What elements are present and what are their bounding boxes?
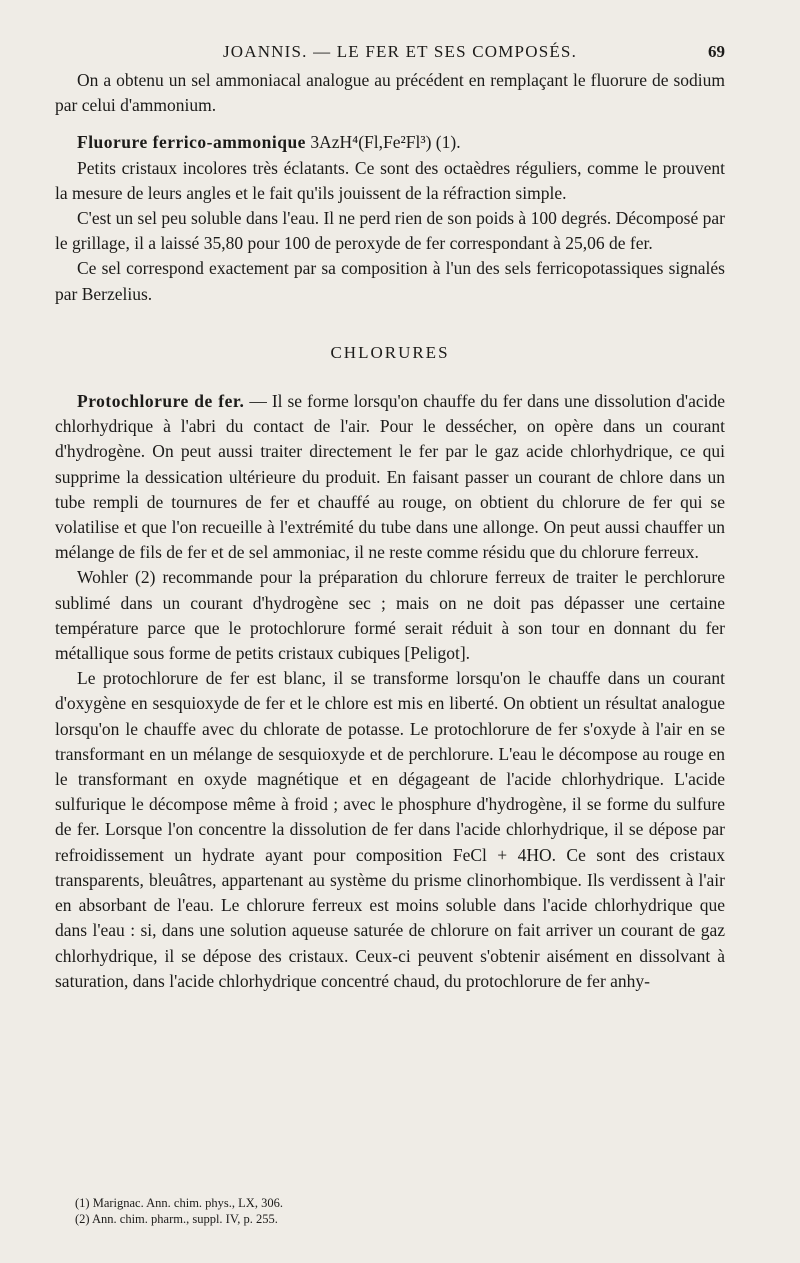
paragraph-berzelius: Ce sel correspond exactement par sa composition à l'un des sels ferricopotassiques signalés par Berzelius. bbox=[55, 258, 725, 304]
paragraph-solubility: C'est un sel peu soluble dans l'eau. Il ne perd rien de son poids à 100 degrés. Décomposé par le grillage, il a laissé 35,80 pour 100 de peroxyde de fer correspondant à 25,06 de fer. bbox=[55, 208, 725, 254]
running-title: JOANNIS. — LE FER ET SES COMPOSÉS. bbox=[222, 42, 578, 61]
paragraph-ammonium-salt: On a obtenu un sel ammoniacal analogue au précédent en remplaçant le fluorure de sodium par celui d'ammonium. bbox=[55, 70, 725, 116]
compound-name: Fluorure ferrico-ammonique bbox=[77, 132, 306, 153]
compound-formula: 3AzH⁴(Fl,Fe²Fl³) (1). bbox=[310, 132, 461, 153]
paragraph-crystals: Petits cristaux incolores très éclatants. Ce sont des octaèdres réguliers, comme le prouvent la mesure de leurs angles et le fait qu'ils jouissent de la réfraction simple. bbox=[55, 157, 725, 203]
paragraph-wohler: Wohler (2) recommande pour la préparation du chlorure ferreux de traiter le perchlorure sublimé dans un courant d'hydrogène sec ; mais on ne doit pas dépasser une certaine température parce que le protochlorure formé serait réduit à son tour en donnant du fer métallique sous forme de petits cristaux cubiques [Peligot]. bbox=[55, 567, 725, 664]
page-number: 69 bbox=[708, 42, 725, 61]
paragraph-ferrico-ammonic-heading bbox=[55, 130, 725, 155]
footnote-2: (2) Ann. chim. pharm., suppl. IV, p. 255. bbox=[75, 1212, 278, 1226]
protochlorure-text: — Il se forme lorsqu'on chauffe du fer dans une dissolution d'acide chlorhydrique à l'abri du contact de l'air. Pour le dessécher, on opère dans un courant d'hydrogène. On peut aussi traiter directement le fer par le gaz acide chlorhydrique, ce qui supprime la dessication ultérieure du produit. En faisant passer un courant de chlore dans un tube rempli de tournures de fer et chauffé au rouge, on obtient du chlorure de fer qui se volatilise et que l'on recueille à l'extrémité du tube dans une allonge. On peut aussi chauffer un mélange de fils de fer et de sel ammoniac, il ne reste comme résidu que du chlorure ferreux. bbox=[55, 391, 725, 563]
protochlorure-heading: Protochlorure de fer. bbox=[77, 391, 245, 412]
footnote-1: (1) Marignac. Ann. chim. phys., LX, 306. bbox=[75, 1196, 283, 1210]
page-header bbox=[75, 40, 725, 66]
section-title: CHLORURES bbox=[330, 342, 450, 362]
paragraph-protochlorure bbox=[55, 389, 725, 565]
paragraph-properties: Le protochlorure de fer est blanc, il se transforme lorsqu'on le chauffe dans un courant d'oxygène en sesquioxyde de fer et le chlore est mis en liberté. On obtient un résultat analogue lorsqu'on le chauffe avec du chlorate de potasse. Le protochlorure de fer s'oxyde à l'air en se transformant en un mélange de sesquioxyde et de perchlorure. L'eau le décompose au rouge en le transformant en oxyde magnétique et en dégageant de l'acide chlorhydrique. L'acide sulfurique le décompose même à froid ; avec le phosphure d'hydrogène, il se forme du sulfure de fer. Lorsque l'on concentre la dissolution de fer dans l'acide chlorhydrique, il se dépose par refroidissement un hydrate ayant pour composition FeCl + 4HO. Ce sont des cristaux transparents, bleuâtres, appartenant au système du prisme clinorhombique. Ils verdissent à l'air en absorbant de l'eau. Le chlorure ferreux est moins soluble dans l'acide chlorhydrique que dans l'eau : si, dans une solution aqueuse saturée de chlorure on fait arriver un courant de gaz chlorhydrique, il se dépose des cristaux. Ceux-ci peuvent s'obtenir aisément en dissolvant à saturation, dans l'acide chlorhydrique concentré chaud, du protochlorure de fer anhy- bbox=[55, 668, 725, 991]
footnotes bbox=[75, 1195, 725, 1227]
page-body bbox=[55, 68, 725, 994]
